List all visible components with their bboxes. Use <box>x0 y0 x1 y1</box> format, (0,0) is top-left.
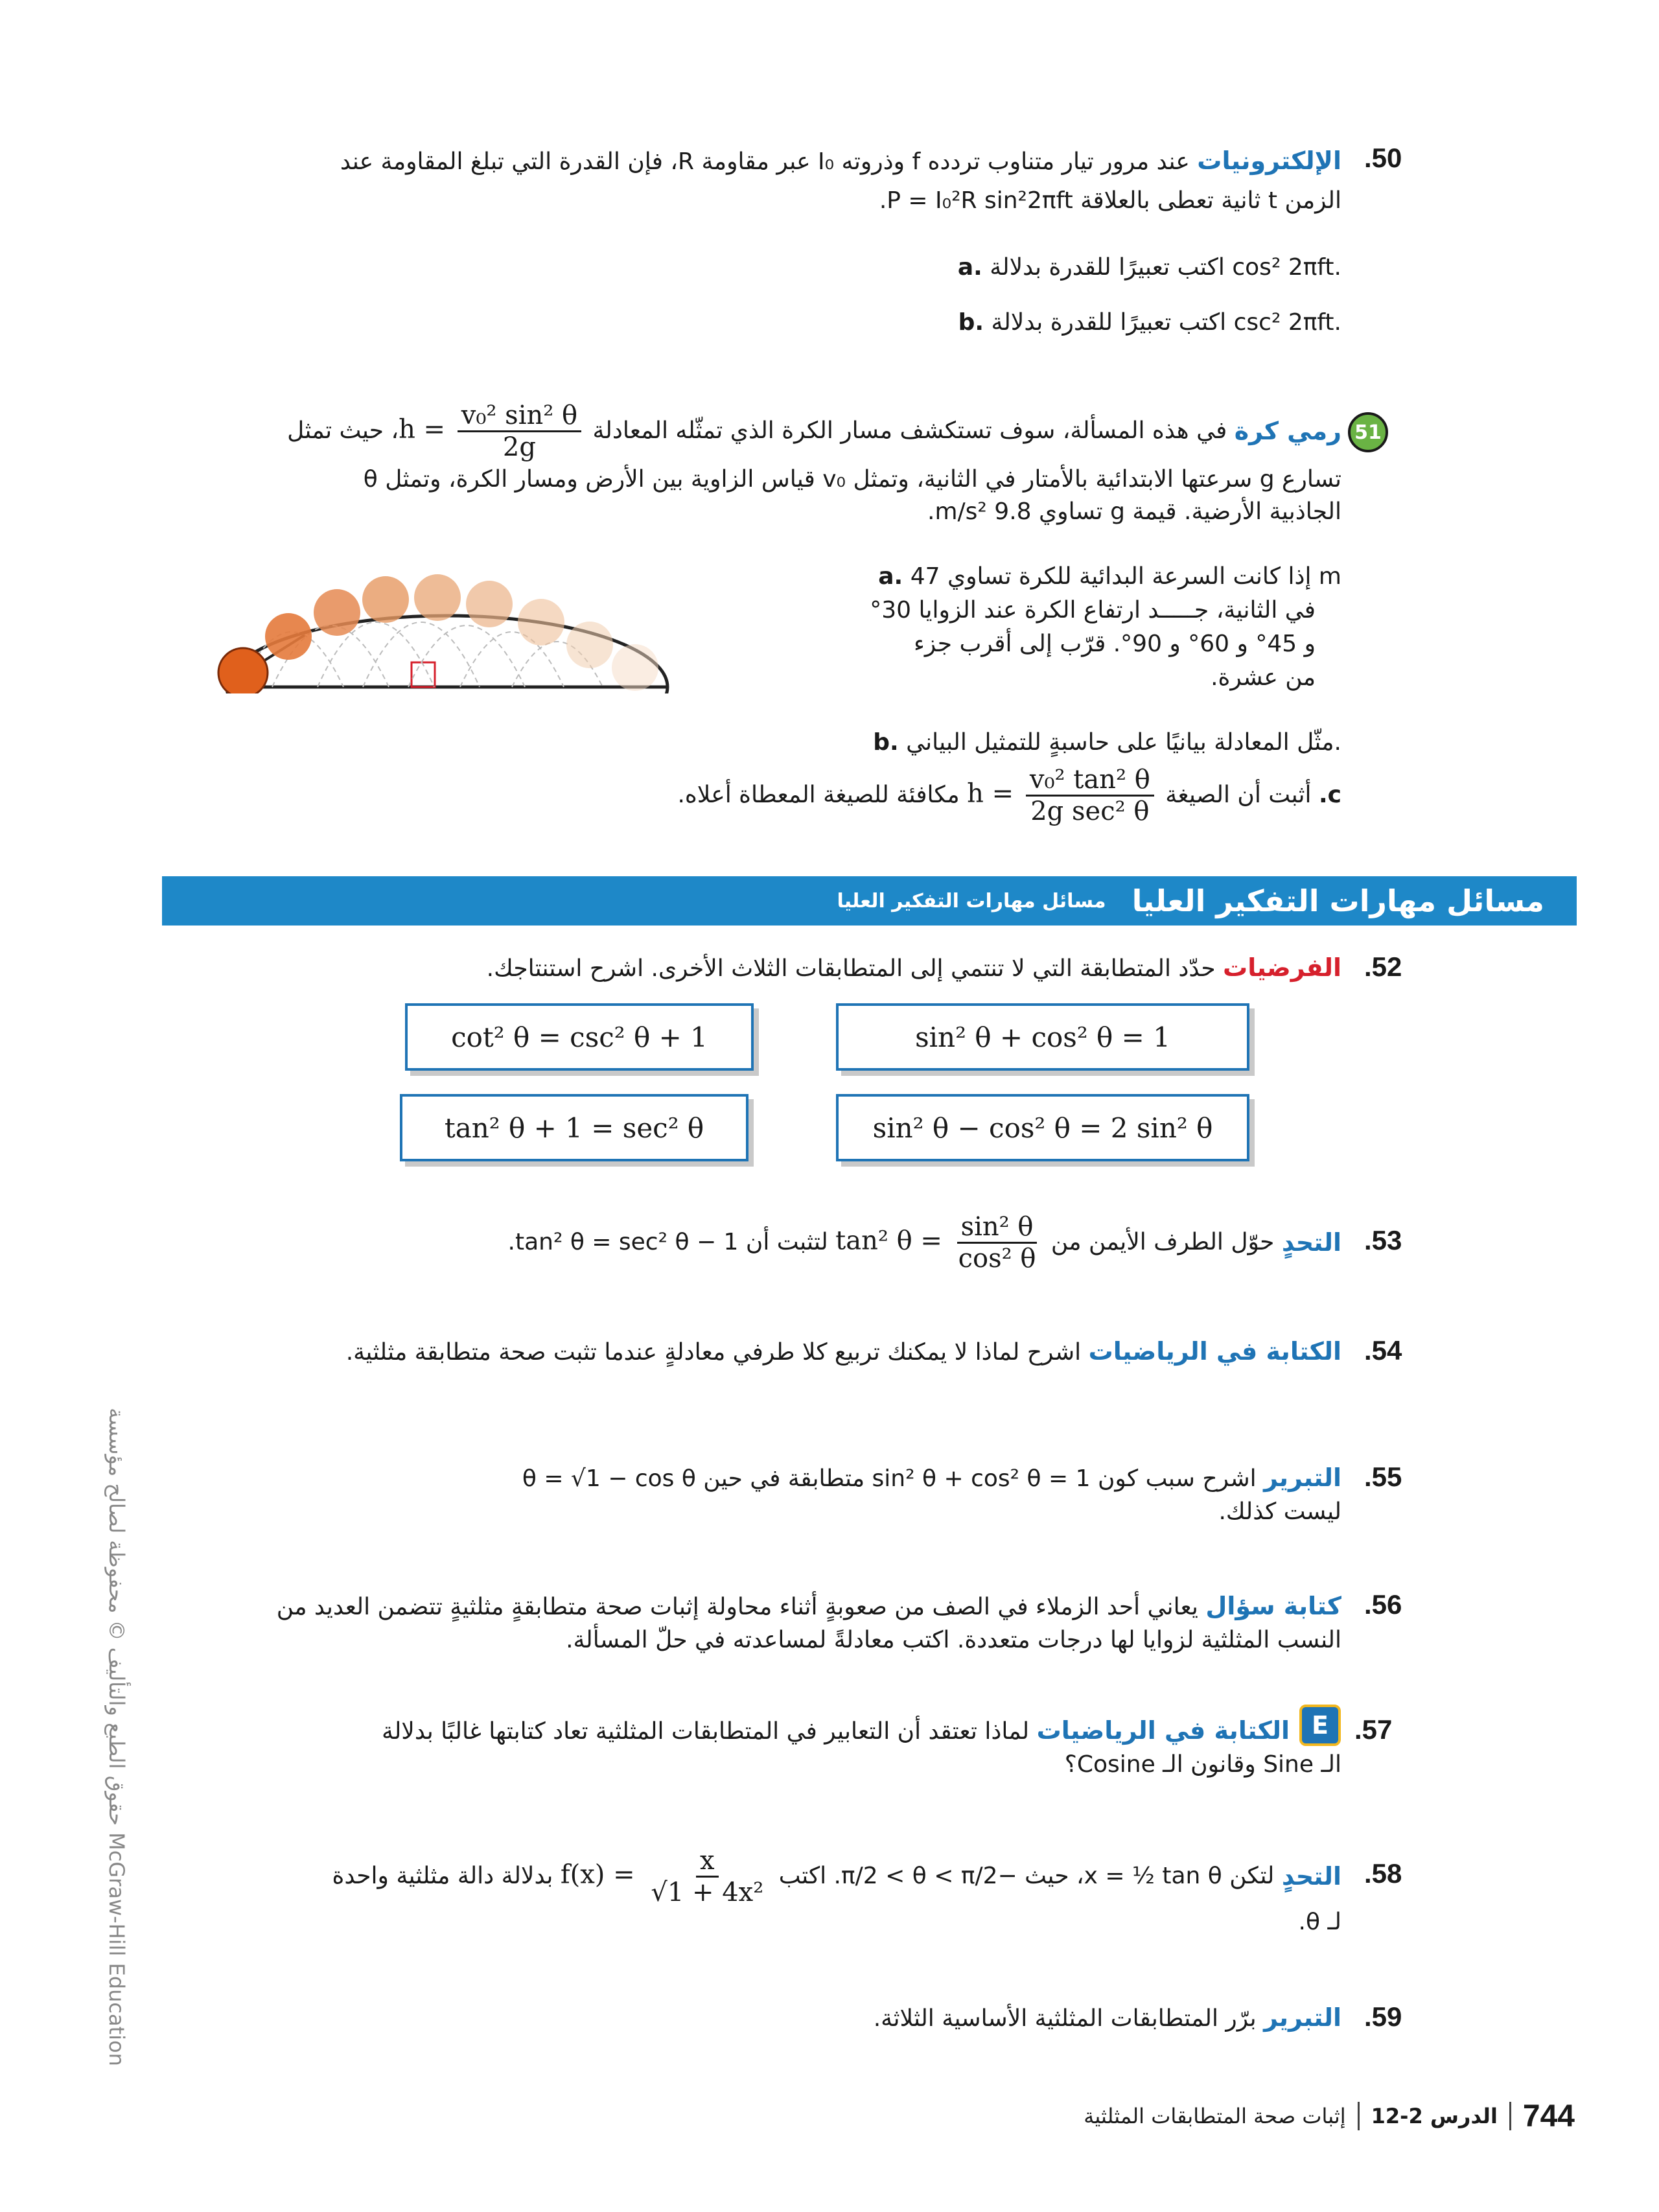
problem-53-text-a: حوّل الطرف الأيمن من <box>1050 1229 1275 1255</box>
section-banner <box>162 876 1577 926</box>
problem-51-keyword: رمي كرة <box>1234 417 1341 445</box>
footer-divider <box>1358 2102 1360 2130</box>
identity-box-3-text: sin² θ − cos² θ = 2 sin² θ <box>872 1112 1213 1144</box>
problem-50-line2: الزمن t ثانية تعطى بالعلاقة P = I₀²R sin²2πft. <box>879 187 1341 214</box>
problem-51b-label: b. <box>873 729 899 756</box>
problem-57-text: لماذا تعتقد أن التعابير في المتطابقات المثلثية تعاد كتابتها غالبًا بدلالة <box>382 1718 1030 1745</box>
problem-55-text: اشرح سبب كون sin² θ + cos² θ = 1 متطابقة في حين θ = √1 − cos θ <box>522 1465 1257 1492</box>
problem-59-number: .59 <box>1364 2001 1402 2032</box>
footer-lesson-number: الدرس 2-12 <box>1371 2104 1498 2128</box>
basketball-icon <box>362 576 409 623</box>
banner-content <box>837 876 1544 926</box>
problem-57-line1 <box>123 1712 1290 1750</box>
problem-51-formula <box>399 401 585 462</box>
problem-58-line1 <box>110 1837 1341 1915</box>
problem-55-line1 <box>175 1460 1341 1497</box>
problem-51c-fraction-denominator: 2g sec² θ <box>1030 796 1150 826</box>
footer-lesson-title: إثبات صحة المتطابقات المثلثية <box>1084 2104 1346 2128</box>
writing-math-icon: E <box>1299 1705 1341 1746</box>
problem-51a-line2: في الثانية، جـــــد ارتفاع الكرة عند الزوايا 30° <box>870 597 1316 623</box>
problem-54-number: .54 <box>1364 1335 1402 1366</box>
problem-51-line3: الجاذبية الأرضية. قيمة g تساوي 9.8 m/s². <box>927 498 1341 525</box>
basketball-icon <box>466 581 513 627</box>
problem-53-fraction <box>955 1212 1040 1274</box>
problem-50-line1 <box>305 143 1341 180</box>
problem-56-number: .56 <box>1364 1589 1402 1620</box>
problem-51a-line4: من عشرة. <box>1211 664 1316 691</box>
problem-58-fraction-denominator: √1 + 4x² <box>651 1877 764 1907</box>
problem-51-text-b: ، حيث تمثل <box>287 417 399 444</box>
identity-box-2 <box>405 1003 754 1071</box>
identity-box-1 <box>836 1003 1249 1071</box>
problem-50a-label: a. <box>957 254 982 281</box>
problem-59-keyword: التبرير <box>1264 2003 1341 2032</box>
basketball-icon <box>218 648 268 693</box>
problem-51-badge: 51 <box>1348 412 1388 452</box>
problem-51c-fraction-numerator: v₀² tan² θ <box>1026 765 1154 797</box>
problem-52-line <box>240 949 1341 987</box>
problem-50a-text: اكتب تعبيرًا للقدرة بدلالة cos² 2πft. <box>990 254 1341 281</box>
identity-box-3 <box>836 1094 1249 1161</box>
problem-55-number: .55 <box>1364 1461 1402 1492</box>
problem-53-line <box>240 1207 1341 1278</box>
basketball-trajectory-figure <box>214 564 674 693</box>
identity-box-1-text: sin² θ + cos² θ = 1 <box>915 1021 1170 1053</box>
page-number: 744 <box>1522 2099 1575 2134</box>
problem-51-fraction-numerator: v₀² sin² θ <box>458 401 581 432</box>
problem-50b-text: اكتب تعبيرًا للقدرة بدلالة csc² 2πft. <box>991 309 1341 336</box>
identity-box-4 <box>400 1094 748 1161</box>
identity-box-2-text: cot² θ = csc² θ + 1 <box>451 1021 708 1053</box>
problem-58-function <box>561 1846 771 1907</box>
problem-52-number: .52 <box>1364 951 1402 982</box>
problem-59-text: برّر المتطابقات المثلثية الأساسية الثلاثة. <box>873 2005 1257 2032</box>
problem-58-number: .58 <box>1364 1858 1402 1889</box>
copyright-sidebar <box>91 1408 143 2066</box>
basketball-icon <box>314 589 360 636</box>
copyright-text: حقوق الطبع والتأليف © محفوظة لصالح مؤسسة McGraw-Hill Education <box>104 1408 129 2066</box>
problem-51c-text-b: مكافئة للصيغة المعطاة أعلاه. <box>677 782 960 808</box>
problem-51-line2: θ قياس الزاوية بين الأرض ومسار الكرة، وتمثل v₀ سرعتها الابتدائية بالأمتار في الثانية، وتمثل g تسارع <box>363 466 1341 493</box>
problem-51c-formula <box>967 765 1158 826</box>
problem-51-fraction-denominator: 2g <box>502 432 536 462</box>
problem-57-keyword: الكتابة في الرياضيات <box>1036 1716 1290 1745</box>
problem-54-line <box>110 1333 1341 1371</box>
problem-52-text: حدّد المتطابقة التي لا تنتمي إلى المتطابقات الثلاث الأخرى. اشرح استنتاجك. <box>486 955 1216 982</box>
problem-51a <box>693 559 1341 595</box>
banner-title: مسائل مهارات التفكير العليا <box>1131 883 1544 918</box>
problem-51b-text: مثّل المعادلة بيانيًا على حاسبةٍ للتمثيل البياني. <box>906 729 1341 756</box>
problem-51b <box>629 725 1341 761</box>
basketball-icons <box>218 574 658 693</box>
problem-53-fraction-numerator: sin² θ <box>957 1212 1038 1244</box>
problem-50-keyword: الإلكترونيات <box>1197 146 1341 175</box>
problem-51a-line3: و 45° و 60° و 90°. قرّب إلى أقرب جزء <box>914 631 1316 657</box>
problem-50b <box>564 305 1341 341</box>
problem-58-text-b: بدلالة دالة مثلثية واحدة <box>332 1863 553 1889</box>
problem-51a-label: a. <box>878 563 903 590</box>
problem-58-keyword: التحدٍ <box>1281 1862 1341 1891</box>
problem-58-fraction <box>647 1846 767 1907</box>
problem-56-line2: النسب المثلثية لزوايا لها درجات متعددة. اكتب معادلةً لمساعدته في حلّ المسألة. <box>566 1627 1341 1653</box>
problem-54-text: اشرح لماذا لا يمكنك تربيع كلا طرفي معادلةٍ عندما تثبت صحة متطابقة مثلثية. <box>345 1339 1082 1366</box>
problem-58-line2: لـ θ. <box>1298 1909 1341 1935</box>
problem-51c-text-a: أثبت أن الصيغة <box>1165 782 1312 808</box>
basketball-icon <box>566 622 613 668</box>
problem-56-line1 <box>110 1588 1341 1625</box>
problem-57-line2: الـ Sine وقانون الـ Cosine؟ <box>1064 1751 1341 1778</box>
problem-58-fraction-numerator: x <box>696 1846 719 1878</box>
page-footer <box>1037 2093 1575 2139</box>
problem-50-number: .50 <box>1364 143 1402 173</box>
identity-box-4-text: tan² θ + 1 = sec² θ <box>444 1112 704 1144</box>
problem-50a <box>564 250 1341 286</box>
problem-53-keyword: التحدٍ <box>1281 1228 1341 1257</box>
problem-51-text-a: في هذه المسألة، سوف تستكشف مسار الكرة الذي تمثّله المعادلة <box>592 417 1227 444</box>
problem-53-fraction-denominator: cos² θ <box>958 1243 1036 1274</box>
basketball-icon <box>518 599 564 646</box>
problem-53-eq-left: tan² θ = <box>835 1226 942 1255</box>
problem-53-text-b: لتثبت أن tan² θ = sec² θ − 1. <box>507 1229 828 1255</box>
problem-59-line <box>175 1999 1341 2037</box>
problem-57-number: .57 <box>1354 1714 1393 1745</box>
problem-51c-formula-h: h = <box>967 778 1014 808</box>
problem-51c-fraction <box>1026 765 1154 826</box>
problem-51c-label: c. <box>1318 782 1341 808</box>
problem-52-keyword: الفرضيات <box>1223 953 1341 982</box>
problem-56-keyword: كتابة سؤال <box>1205 1592 1341 1620</box>
problem-55-line2: ليست كذلك. <box>1218 1498 1341 1525</box>
problem-58-text-a: لتكن x = ½ tan θ، حيث −π/2 < θ < π/2. اكتب <box>778 1863 1275 1889</box>
problem-50b-label: b. <box>958 309 984 336</box>
basketball-icon <box>612 644 658 691</box>
problem-53-number: .53 <box>1364 1225 1402 1255</box>
footer-divider <box>1509 2102 1511 2130</box>
problem-51-formula-h: h = <box>399 414 446 444</box>
problem-51c <box>369 760 1341 831</box>
basketball-icon <box>414 574 461 621</box>
problem-51-line1 <box>110 399 1341 463</box>
problem-53-equation <box>835 1212 1043 1274</box>
problem-58-fx: f(x) = <box>560 1859 635 1889</box>
problem-55-keyword: التبرير <box>1264 1463 1341 1492</box>
problem-51-fraction <box>458 401 581 462</box>
problem-56-text: يعاني أحد الزملاء في الصف من صعوبةٍ أثناء محاولة إثبات صحة متطابقةٍ مثلثيةٍ تتضمن العديد من <box>276 1594 1198 1620</box>
problem-50-text: عند مرور تيار متناوب تردده f وذروته I₀ عبر مقاومة R، فإن القدرة التي تبلغ المقاومة عند <box>340 148 1190 175</box>
basketball-icon <box>265 613 312 660</box>
banner-subtitle: مسائل مهارات التفكير العليا <box>837 889 1106 913</box>
problem-51a-line1: إذا كانت السرعة البدائية للكرة تساوي 47 m <box>910 563 1341 590</box>
problem-54-keyword: الكتابة في الرياضيات <box>1088 1337 1341 1366</box>
